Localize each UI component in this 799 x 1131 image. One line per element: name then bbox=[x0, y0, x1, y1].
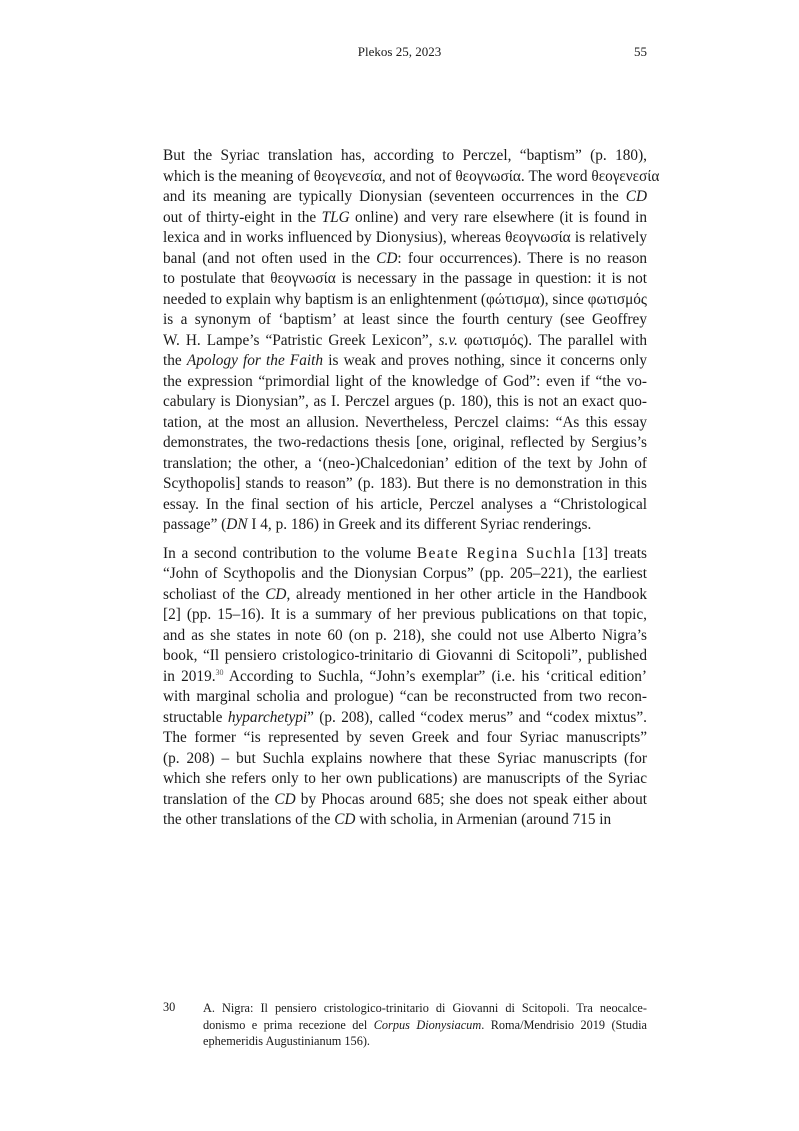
footnote-text bbox=[203, 1000, 647, 1050]
text-line bbox=[163, 372, 647, 393]
text-span: The former “is represented by seven Greek and four Syriac manuscripts” bbox=[163, 729, 647, 746]
text-line bbox=[163, 728, 647, 749]
text-span: structable bbox=[163, 708, 228, 726]
text-line bbox=[163, 708, 647, 729]
text-line bbox=[163, 605, 647, 626]
text-line bbox=[163, 790, 647, 811]
text-line bbox=[163, 687, 647, 708]
text-span: essay. In the final section of his article, Perczel analyses a “Christological bbox=[163, 495, 647, 513]
text-line bbox=[163, 454, 647, 475]
text-line bbox=[163, 474, 647, 495]
text-line bbox=[163, 667, 647, 688]
text-span: needed to explain why baptism is an enlightenment (φώτισμα), since φωτισμός bbox=[163, 290, 647, 308]
text-span: is weak and proves nothing, since it concerns only bbox=[323, 352, 647, 369]
text-span: , already mentioned in her other article in the Handbook bbox=[286, 585, 647, 603]
text-span: lexica and in works influenced by Dionysius), whereas θεογνωσία is relatively bbox=[163, 229, 647, 246]
text-span: ephemeridis Augustinianum 156). bbox=[203, 1034, 371, 1048]
text-span: φωτισμός). The parallel with bbox=[457, 331, 647, 349]
text-span: I 4, p. 186) in Greek and its different Syriac renderings. bbox=[247, 516, 592, 533]
text-line bbox=[203, 1033, 647, 1050]
text-line bbox=[163, 351, 647, 372]
text-span: which she refers only to her own publications) are manuscripts of the Syriac bbox=[163, 770, 647, 787]
text-line bbox=[163, 564, 647, 585]
body-text bbox=[163, 146, 660, 831]
text-span: the other translations of the bbox=[163, 811, 335, 828]
text-span: [13] treats bbox=[576, 544, 647, 562]
text-span: demonstrates, the two-redactions thesis [one, original, reflected by Sergius’s bbox=[163, 434, 647, 451]
text-span: by Phocas around 685; she does not speak either about bbox=[295, 790, 647, 808]
running-title: Plekos 25, 2023 bbox=[357, 44, 442, 59]
text-span: and as she states in note 60 (on p. 218), she could not use Alberto Nigra’s bbox=[163, 626, 647, 644]
text-span: “John of Scythopolis and the Dionysian Corpus” (pp. 205–221), the earliest bbox=[163, 565, 647, 582]
text-line bbox=[163, 167, 660, 188]
text-span: scholiast of the bbox=[163, 585, 266, 603]
text-span: : four occurrences). There is no reason bbox=[397, 249, 647, 267]
text-line bbox=[163, 585, 647, 606]
text-span: the expression “primordial light of the knowledge of God”: even if “the vo- bbox=[163, 372, 647, 390]
text-span: [2] (pp. 15–16). It is a summary of her previous publications on that topic, bbox=[163, 606, 647, 623]
text-span: Beate Regina Suchla bbox=[416, 544, 577, 562]
italic-text: CD bbox=[274, 790, 296, 808]
text-span: passage” ( bbox=[163, 516, 227, 533]
text-line bbox=[163, 413, 647, 434]
text-line bbox=[203, 1000, 647, 1017]
text-span: cabulary is Dionysian”, as I. Perczel argues (p. 180), this is not an exact quo- bbox=[163, 393, 647, 410]
italic-text: Corpus Dionysiacum bbox=[373, 1017, 482, 1032]
text-span: According to Suchla, “John’s exemplar” (i.e. his ‘critical edition’ bbox=[223, 667, 647, 685]
italic-text: CD bbox=[376, 249, 398, 267]
text-span: tation, at the most an allusion. Nevertheless, Perczel claims: “As this essay bbox=[163, 413, 647, 431]
text-line bbox=[163, 228, 647, 249]
text-line bbox=[163, 495, 647, 516]
text-line bbox=[163, 749, 647, 770]
text-span: out of thirty-eight in the bbox=[163, 208, 322, 226]
text-line bbox=[163, 392, 647, 413]
text-span: is a synonym of ‘baptism’ at least since the fourth century (see Geoffrey bbox=[163, 311, 647, 328]
text-span: donismo e prima recezione del bbox=[203, 1017, 374, 1032]
text-line bbox=[163, 249, 647, 270]
text-span: . Roma/Mendrisio 2019 (Studia bbox=[481, 1017, 647, 1032]
italic-text: CD bbox=[265, 585, 287, 603]
paragraph-gap bbox=[163, 536, 647, 544]
italic-text: Apology for the Faith bbox=[186, 352, 324, 369]
text-span: with marginal scholia and prologue) “can be reconstructed from two recon- bbox=[163, 688, 647, 705]
text-line bbox=[163, 269, 647, 290]
text-span: which is the meaning of θεογενεσία, and not of θεογνωσία. The word θεογενεσία bbox=[163, 167, 660, 185]
paragraph bbox=[163, 544, 647, 831]
text-line bbox=[163, 544, 647, 565]
italic-text: hyparchetypi bbox=[227, 708, 308, 726]
text-span: online) and very rare elsewhere (it is found in bbox=[349, 208, 647, 226]
text-span: banal (and not often used in the bbox=[163, 249, 377, 267]
text-line bbox=[163, 146, 647, 167]
text-span: book, “Il pensiero cristologico-trinitario di Giovanni di Scitopoli”, published bbox=[163, 647, 647, 664]
text-line bbox=[163, 208, 647, 229]
text-span: in 2019. bbox=[163, 667, 216, 685]
italic-text: CD bbox=[334, 811, 356, 828]
text-line bbox=[163, 331, 647, 352]
text-line bbox=[203, 1017, 647, 1034]
italic-text: DN bbox=[226, 516, 248, 533]
footnote-ref[interactable]: 30 bbox=[215, 667, 224, 677]
text-line bbox=[163, 187, 647, 208]
footnote-number: 30 bbox=[163, 1000, 176, 1014]
text-span: translation; the other, a ‘(neo-)Chalcedonian’ edition of the text by John of bbox=[163, 454, 647, 472]
italic-text: TLG bbox=[321, 208, 350, 226]
text-span: and its meaning are typically Dionysian (seventeen occurrences in the bbox=[163, 188, 626, 205]
text-span: W. H. Lampe’s “Patristic Greek Lexicon”, bbox=[163, 331, 439, 349]
text-line bbox=[163, 810, 647, 831]
text-span: Scythopolis] stands to reason” (p. 183). But there is no demonstration in this bbox=[163, 475, 647, 492]
text-span: But the Syriac translation has, according to Perczel, “baptism” (p. 180), bbox=[163, 147, 647, 164]
text-span: (p. 208) – but Suchla explains nowhere that these Syriac manuscripts (for bbox=[163, 749, 647, 767]
text-line bbox=[163, 310, 647, 331]
text-line bbox=[163, 646, 647, 667]
italic-text: s.v. bbox=[438, 331, 458, 349]
text-span: with scholia, in Armenian (around 715 in bbox=[355, 811, 612, 828]
text-span: ” (p. 208), called “codex merus” and “codex mixtus”. bbox=[307, 708, 647, 726]
text-line bbox=[163, 433, 647, 454]
text-line bbox=[163, 290, 647, 311]
italic-text: CD bbox=[625, 188, 647, 205]
text-span: A. Nigra: Il pensiero cristologico-trinitario di Giovanni di Scitopoli. Tra neocalce- bbox=[203, 1001, 647, 1015]
paragraph bbox=[163, 146, 660, 536]
text-span: In a second contribution to the volume bbox=[163, 544, 417, 562]
text-line bbox=[163, 515, 647, 536]
text-line bbox=[163, 626, 647, 647]
text-span: to postulate that θεογνωσία is necessary in the passage in question: it is not bbox=[163, 270, 647, 287]
text-span: translation of the bbox=[163, 790, 275, 808]
text-line bbox=[163, 769, 647, 790]
page-number: 55 bbox=[634, 44, 647, 59]
text-span: the bbox=[163, 352, 187, 369]
